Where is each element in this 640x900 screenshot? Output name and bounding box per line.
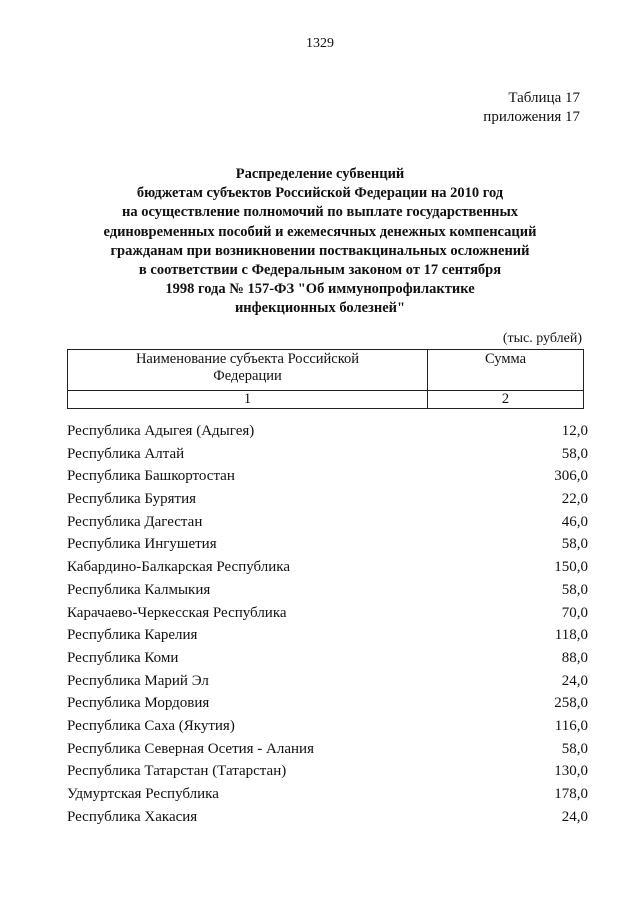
region-name: Республика Башкортостан [67,468,235,485]
subsidy-amount: 258,0 [554,695,588,712]
subsidy-amount: 178,0 [554,786,588,802]
title-line: в соответствии с Федеральным законом от 17 сентября [138,262,502,279]
region-name: Удмуртская Республика [67,786,219,802]
table-row [67,465,588,488]
subsidy-amount: 150,0 [554,559,588,576]
subsidy-amount: 116,0 [554,717,588,734]
subsidy-amount: 306,0 [554,468,588,485]
subsidy-amount: 22,0 [561,491,588,508]
table-row [67,488,588,511]
table-row [67,602,588,625]
data-rows [67,420,588,828]
table-header [67,349,584,409]
table-row [67,624,588,647]
table-row [67,806,588,829]
column-number-1: 1 [68,391,428,409]
title-line: единовременных пособий и ежемесячных денежных компенсаций [103,223,537,240]
region-name: Республика Татарстан (Татарстан) [67,763,287,780]
header-sum-cell [428,350,584,391]
table-row [67,670,588,693]
subsidy-amount: 58,0 [561,445,588,462]
subsidy-amount: 46,0 [561,513,588,530]
region-name: Республика Саха (Якутия) [67,717,235,734]
subsidy-amount: 58,0 [561,536,588,553]
table-row [67,647,588,670]
region-name: Кабардино-Балкарская Республика [67,559,291,576]
table-row [67,443,588,466]
table-row [67,783,588,806]
subsidy-amount: 118,0 [554,627,588,644]
subsidy-amount: 58,0 [561,581,588,598]
header-name-line2: Федерации [213,368,282,384]
table-row [67,533,588,556]
region-name: Республика Хакасия [67,808,198,825]
region-name: Республика Бурятия [67,491,197,508]
title-line: бюджетам субъектов Российской Федерации на 2010 год [136,185,504,202]
region-name: Республика Марий Эл [67,672,209,689]
table-reference [483,89,580,127]
appendix-label: приложения 17 [483,109,580,125]
document-title [60,165,580,319]
header-name-line1: Наименование субъекта Российской [135,351,360,367]
table-row [67,692,588,715]
subsidy-amount: 58,0 [561,740,588,757]
subsidy-amount: 70,0 [561,604,588,621]
subsidy-amount: 130,0 [554,763,588,780]
title-line: Распределение субвенций [235,166,405,182]
region-name: Республика Ингушетия [67,536,217,553]
table-row [67,556,588,579]
region-name: Республика Калмыкия [67,581,211,598]
region-name: Республика Коми [67,649,179,666]
table-label: Таблица 17 [508,90,580,106]
header-name-cell [68,350,428,391]
page-number: 1329 [306,36,334,51]
region-name: Карачаево-Черкесская Республика [67,604,287,621]
subsidy-amount: 24,0 [561,672,588,689]
header-sum-label: Сумма [484,351,527,367]
region-name: Республика Мордовия [67,695,210,712]
region-name: Республика Северная Осетия - Алания [67,740,314,757]
table-row [67,511,588,534]
region-name: Республика Карелия [67,627,198,644]
region-name: Республика Дагестан [67,513,203,530]
subsidy-amount: 24,0 [561,808,588,825]
region-name: Республика Алтай [67,445,185,462]
title-line: 1998 года № 157-ФЗ "Об иммунопрофилактике [165,281,475,298]
subsidy-amount: 88,0 [561,649,588,666]
region-name: Республика Адыгея (Адыгея) [67,423,255,439]
column-number-2: 2 [428,391,584,409]
table-row [67,715,588,738]
units-label: (тыс. рублей) [502,331,582,346]
table-row [67,760,588,783]
table-row [67,579,588,602]
title-line: гражданам при возникновении поствакцинальных осложнений [110,242,530,259]
table-row [67,420,588,443]
table-row [67,738,588,761]
title-line: на осуществление полномочий по выплате государственных [121,204,519,221]
subsidy-amount: 12,0 [561,423,588,439]
title-line: инфекционных болезней" [234,300,406,317]
